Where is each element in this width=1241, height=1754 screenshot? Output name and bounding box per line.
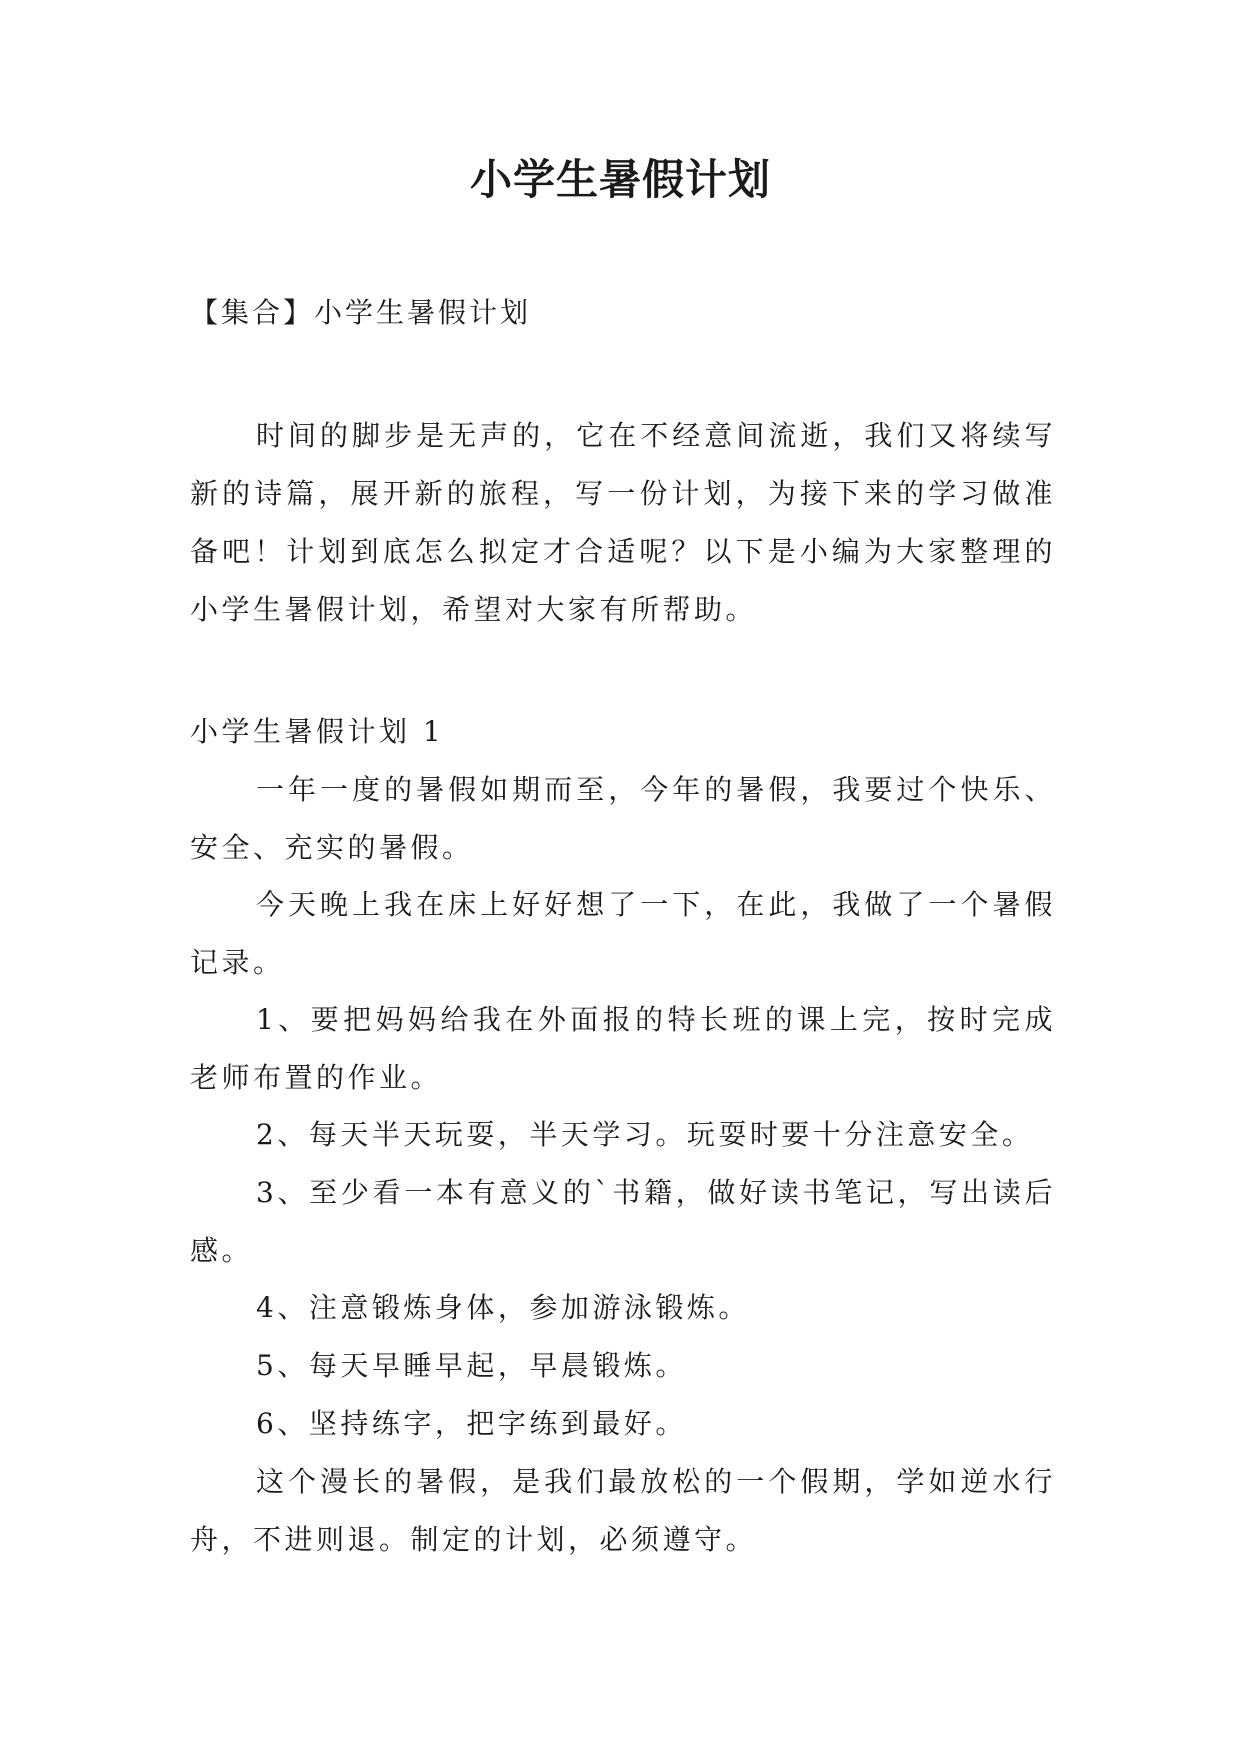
list-item: 3、至少看一本有意义的`书籍，做好读书笔记，写出读后感。 bbox=[190, 1176, 1056, 1267]
closing-paragraph: 这个漫长的暑假，是我们最放松的一个假期，学如逆水行舟，不进则退。制定的计划，必须遵守。 bbox=[190, 1465, 1056, 1556]
document-title: 小学生暑假计划 bbox=[469, 155, 771, 204]
list-item: 5、每天早睡早起，早晨锻炼。 bbox=[256, 1349, 687, 1382]
section-heading: 小学生暑假计划 1 bbox=[190, 715, 445, 748]
intro-paragraph: 时间的脚步是无声的，它在不经意间流逝，我们又将续写新的诗篇，展开新的旅程，写一份计划，为接下来的学习做准备吧！计划到底怎么拟定才合适呢？以下是小编为大家整理的小学生暑假计划，希望对大家有所帮助。 bbox=[190, 419, 1056, 626]
body-paragraph: 一年一度的暑假如期而至，今年的暑假，我要过个快乐、安全、充实的暑假。 bbox=[190, 773, 1056, 864]
list-item: 6、坚持练字，把字练到最好。 bbox=[256, 1407, 687, 1440]
list-item: 4、注意锻炼身体，参加游泳锻炼。 bbox=[256, 1291, 750, 1324]
body-paragraph: 今天晚上我在床上好好想了一下，在此，我做了一个暑假记录。 bbox=[190, 888, 1056, 979]
document-subtitle: 【集合】小学生暑假计划 bbox=[190, 296, 532, 329]
list-item: 2、每天半天玩耍，半天学习。玩耍时要十分注意安全。 bbox=[256, 1118, 1034, 1151]
list-item: 1、要把妈妈给我在外面报的特长班的课上完，按时完成老师布置的作业。 bbox=[190, 1003, 1056, 1094]
